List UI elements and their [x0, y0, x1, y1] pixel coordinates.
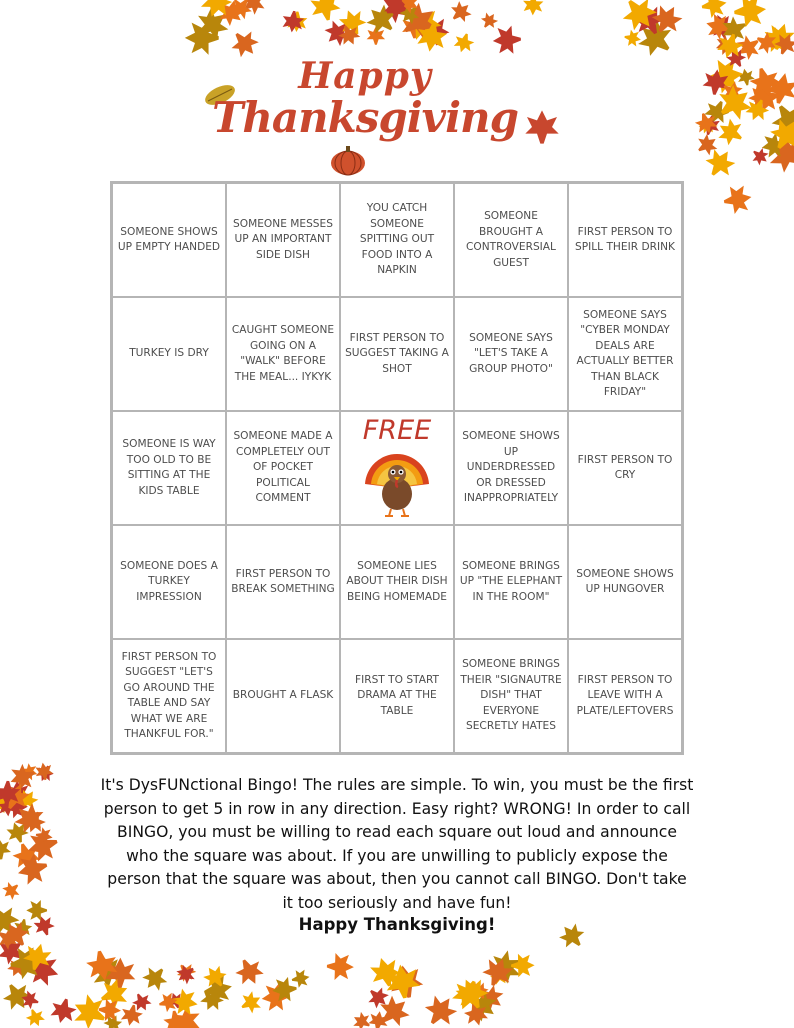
leaf-icon	[173, 961, 199, 987]
leaf-icon	[0, 879, 23, 903]
leaf-icon	[350, 1009, 374, 1028]
title-happy: Happy	[298, 55, 432, 97]
bingo-cell: SOMEONE BRINGS THEIR "SIGNAUTRE DISH" THAT EVERYONE SECRETLY HATES	[454, 639, 568, 753]
bingo-cell: CAUGHT SOMEONE GOING ON A "WALK" BEFORE THE MEAL... IYKYK	[226, 297, 340, 411]
bingo-cell: SOMEONE BROUGHT A CONTROVERSIAL GUEST	[454, 183, 568, 297]
bingo-cell: YOU CATCH SOMEONE SPITTING OUT FOOD INTO A NAPKIN	[340, 183, 454, 297]
bingo-cell: SOMEONE BRINGS UP "THE ELEPHANT IN THE ROOM"	[454, 525, 568, 639]
bingo-cell: SOMEONE MADE A COMPLETELY OUT OF POCKET POLITICAL COMMENT	[226, 411, 340, 525]
leaf-icon	[452, 31, 476, 55]
leaf-icon	[232, 954, 267, 989]
bingo-cell: SOMEONE SAYS "CYBER MONDAY DEALS ARE ACTUALLY BETTER THAN BLACK FRIDAY"	[568, 297, 682, 411]
leaf-icon	[34, 761, 54, 781]
leaf-icon	[478, 9, 500, 31]
bingo-cell: FIRST PERSON TO SUGGEST "LET'S GO AROUND THE TABLE AND SAY WHAT WE ARE THANKFUL FOR."	[112, 639, 226, 753]
leaf-icon	[492, 25, 522, 55]
leaf-icon	[24, 1006, 47, 1028]
bingo-cell: FIRST PERSON TO BREAK SOMETHING	[226, 525, 340, 639]
leaf-icon	[733, 0, 768, 28]
leaf-icon	[48, 996, 78, 1026]
bingo-card	[110, 181, 684, 755]
turkey-icon	[359, 448, 435, 520]
leaf-icon	[308, 0, 343, 23]
bingo-cell: SOMEONE SHOWS UP HUNGOVER	[568, 525, 682, 639]
bingo-cell: FIRST PERSON TO CRY	[568, 411, 682, 525]
rules-text: It's DysFUNctional Bingo! The rules are simple. To win, you must be the first person to get 5 in row in any direction. Easy right? WRONG! In order to call BINGO, you must be willing to read each square out loud and announce who the square was about. If you are unwilling to publicly expose the person that the square was about, then you cannot call BINGO. Don't take it too seriously and have fun!	[100, 776, 694, 912]
leaf-icon	[138, 962, 171, 995]
bingo-cell: FIRST PERSON TO LEAVE WITH A PLATE/LEFTOVERS	[568, 639, 682, 753]
bingo-cell: SOMEONE MESSES UP AN IMPORTANT SIDE DISH	[226, 183, 340, 297]
bingo-cell: BROUGHT A FLASK	[226, 639, 340, 753]
leaf-icon	[237, 988, 265, 1016]
bingo-cell: FIRST PERSON TO SUGGEST TAKING A SHOT	[340, 297, 454, 411]
leaf-icon	[290, 968, 311, 989]
leaf-icon	[713, 115, 747, 149]
leaf-icon	[523, 0, 544, 16]
bingo-cell: TURKEY IS DRY	[112, 297, 226, 411]
pumpkin-icon	[328, 141, 368, 177]
leaf-icon	[326, 953, 354, 981]
leaf-icon	[736, 67, 756, 87]
leaf-icon	[0, 837, 12, 860]
bingo-cell: SOMEONE SAYS "LET'S TAKE A GROUP PHOTO"	[454, 297, 568, 411]
bingo-cell: FIRST PERSON TO SPILL THEIR DRINK	[568, 183, 682, 297]
closing-text: Happy Thanksgiving!	[298, 915, 496, 934]
bingo-cell: SOMEONE LIES ABOUT THEIR DISH BEING HOMEMADE	[340, 525, 454, 639]
bingo-cell: SOMEONE SHOWS UP EMPTY HANDED	[112, 183, 226, 297]
bingo-cell: SOMEONE IS WAY TOO OLD TO BE SITTING AT THE KIDS TABLE	[112, 411, 226, 525]
free-label: FREE	[362, 415, 432, 446]
bingo-cell: FIRST TO START DRAMA AT THE TABLE	[340, 639, 454, 753]
leaf-icon	[722, 183, 754, 215]
title-thanksgiving: Thanksgiving	[212, 93, 518, 142]
bingo-cell: SOMEONE DOES A TURKEY IMPRESSION	[112, 525, 226, 639]
leaf-icon	[26, 900, 47, 921]
title-logo	[200, 55, 570, 180]
maple-leaf-icon	[522, 107, 562, 147]
free-cell	[340, 411, 454, 525]
leaf-icon	[447, 0, 476, 26]
bingo-cell: SOMEONE SHOWS UP UNDERDRESSED OR DRESSED INAPPROPRIATELY	[454, 411, 568, 525]
